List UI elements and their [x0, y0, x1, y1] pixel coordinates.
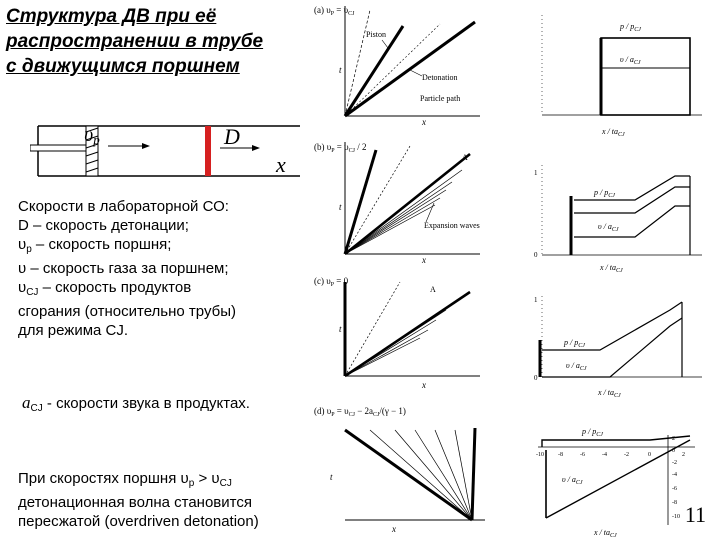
tube-axis-label: x: [276, 152, 286, 177]
overdriven-note: [18, 469, 328, 531]
panel-b-expansion-label: Expansion waves: [424, 221, 480, 230]
piston-velocity-sub: p: [93, 132, 100, 147]
panel-a-profile: [542, 15, 702, 138]
panel-c-y-top: 1: [534, 296, 538, 304]
panel-c-profile: [534, 296, 702, 399]
velocity-vcj-line-3: для режима CJ.: [18, 322, 129, 339]
panel-c-y-zero: 0: [534, 374, 538, 382]
panel-a-t-label: t: [339, 65, 342, 75]
overdriven-line-3: пересжатой (overdriven detonation): [18, 513, 259, 530]
title-line-3: с движущимся поршнем: [6, 56, 240, 77]
svg-text:-8: -8: [672, 500, 677, 506]
panel-a-particle-label: Particle path: [420, 94, 461, 103]
svg-text:-2: -2: [672, 460, 677, 466]
panel-b-xt: [314, 142, 480, 265]
overdriven-line-1b: > υ: [194, 470, 220, 487]
overdriven-sub-2: CJ: [219, 478, 232, 489]
panel-b-xt-label: x / $ta_{CJ}$: [600, 263, 623, 274]
panel-b-y-top: 1: [534, 169, 538, 177]
svg-text:2: 2: [682, 452, 685, 458]
panel-d-xt-label: x / $ta_{CJ}$: [594, 528, 617, 539]
title-line-2: распространении в трубе: [6, 31, 264, 52]
velocity-heading: Скорости в лабораторной СО:: [18, 198, 229, 215]
vp-sub: p: [26, 244, 32, 255]
svg-text:-10: -10: [536, 452, 544, 458]
wave-diagrams-figure: [310, 0, 720, 540]
svg-text:-6: -6: [580, 452, 585, 458]
panel-a-caption: (a) $\upsilon_P = \upsilon_{CJ}$: [314, 5, 355, 17]
panel-d-xt: [314, 406, 485, 534]
panel-b-x-label: x: [422, 255, 426, 265]
panel-a-piston-line: [345, 26, 403, 116]
panel-d-v-label: υ / $a_{CJ}$: [562, 475, 583, 486]
sound-speed-line: [22, 393, 250, 418]
detonation-velocity-label: D: [224, 124, 240, 149]
svg-text:-4: -4: [672, 472, 677, 478]
svg-text:-6: -6: [672, 486, 677, 492]
panel-b-y-zero: 0: [534, 251, 538, 259]
panel-a-pressure-box: [601, 38, 690, 115]
panel-a-p-label: p / $p_{CJ}$: [620, 22, 641, 33]
panel-c-xt-label: x / $ta_{CJ}$: [598, 388, 621, 399]
sound-sub: CJ: [30, 403, 43, 414]
piston-velocity-label: [84, 124, 100, 148]
slide-title: [6, 4, 263, 79]
panel-b-v-label: υ / $a_{CJ}$: [598, 222, 619, 233]
svg-text:-10: -10: [672, 514, 680, 520]
panel-c-pressure-curve: [542, 302, 682, 350]
vcj-symbol: υ: [18, 279, 27, 296]
panel-a-xt: [314, 5, 480, 127]
svg-text:0: 0: [648, 452, 651, 458]
sound-text: - скорости звука в продуктах.: [42, 395, 250, 412]
velocity-vcj-line: [18, 278, 318, 302]
svg-text:-8: -8: [558, 452, 563, 458]
panel-d-x-label: x: [392, 524, 396, 534]
piston-velocity-symbol: υ: [84, 124, 94, 146]
overdriven-line-1: [18, 469, 328, 493]
panel-c-p-label: p / $p_{CJ}$: [564, 338, 585, 349]
vcj-text: – скорость продуктов: [38, 279, 192, 296]
svg-text:0: 0: [672, 448, 675, 454]
overdriven-sub-1: p: [188, 478, 195, 489]
svg-text:2: 2: [672, 436, 675, 442]
piston-rod: [30, 145, 86, 151]
panel-c-a-label: A: [430, 285, 436, 294]
panel-d-caption: (d) $\upsilon_P = \upsilon_{CJ} - 2a_{CJ}/(\gamma - 1)$: [314, 406, 406, 418]
overdriven-line-1a: При скоростях поршня υ: [18, 470, 189, 487]
sound-symbol: a: [22, 393, 31, 412]
detonation-front: [205, 126, 211, 176]
overdriven-line-2: детонационная волна становится: [18, 494, 252, 511]
velocity-vcj-line-2: сгорания (относительно трубы): [18, 303, 236, 320]
vp-symbol: υ: [18, 236, 27, 253]
detonation-arrow-head: [252, 145, 260, 151]
svg-text:-4: -4: [602, 452, 607, 458]
panel-b-velocity-curve: [574, 206, 690, 237]
panel-a-xt-label: x / $ta_{CJ}$: [602, 127, 625, 138]
panel-b-caption: (b) $\upsilon_P = \upsilon_{CJ} / 2$: [314, 142, 367, 154]
vcj-sub: CJ: [26, 287, 39, 298]
svg-text:-2: -2: [624, 452, 629, 458]
panel-c-t-label: t: [339, 324, 342, 334]
piston-arrow-head: [142, 143, 150, 149]
tube-diagram: [30, 118, 300, 180]
panel-a-v-label: υ / $a_{CJ}$: [620, 55, 641, 66]
panel-b-p-label: p / $p_{CJ}$: [594, 188, 615, 199]
velocity-vp-line: [18, 235, 318, 259]
velocity-v-line: υ – скорость газа за поршнем;: [18, 260, 229, 277]
panel-c-caption: (c) $\upsilon_P = 0$: [314, 276, 349, 288]
panel-c-velocity-curve: [542, 318, 682, 377]
vp-text: – скорость поршня;: [31, 236, 172, 253]
velocity-d-line: D – скорость детонации;: [18, 217, 189, 234]
panel-b-t-label: t: [339, 202, 342, 212]
panel-d-p-label: p / $p_{CJ}$: [582, 427, 603, 438]
panel-c-v-label: υ / $a_{CJ}$: [566, 361, 587, 372]
panel-d-profile: [536, 427, 695, 539]
panel-b-profile: [534, 165, 702, 274]
panel-a-piston-label: Piston: [366, 30, 387, 39]
velocity-definitions: [18, 197, 318, 340]
panel-c-x-label: x: [422, 380, 426, 390]
panel-a-detonation-label: Detonation: [422, 73, 458, 82]
panel-d-t-label: t: [330, 472, 333, 482]
title-line-1: Структура ДВ при её: [6, 6, 217, 27]
panel-b-a-label: A: [462, 153, 468, 162]
panel-a-x-label: x: [422, 117, 426, 127]
page-number: 11: [684, 502, 706, 527]
panel-c-xt: [314, 276, 480, 390]
